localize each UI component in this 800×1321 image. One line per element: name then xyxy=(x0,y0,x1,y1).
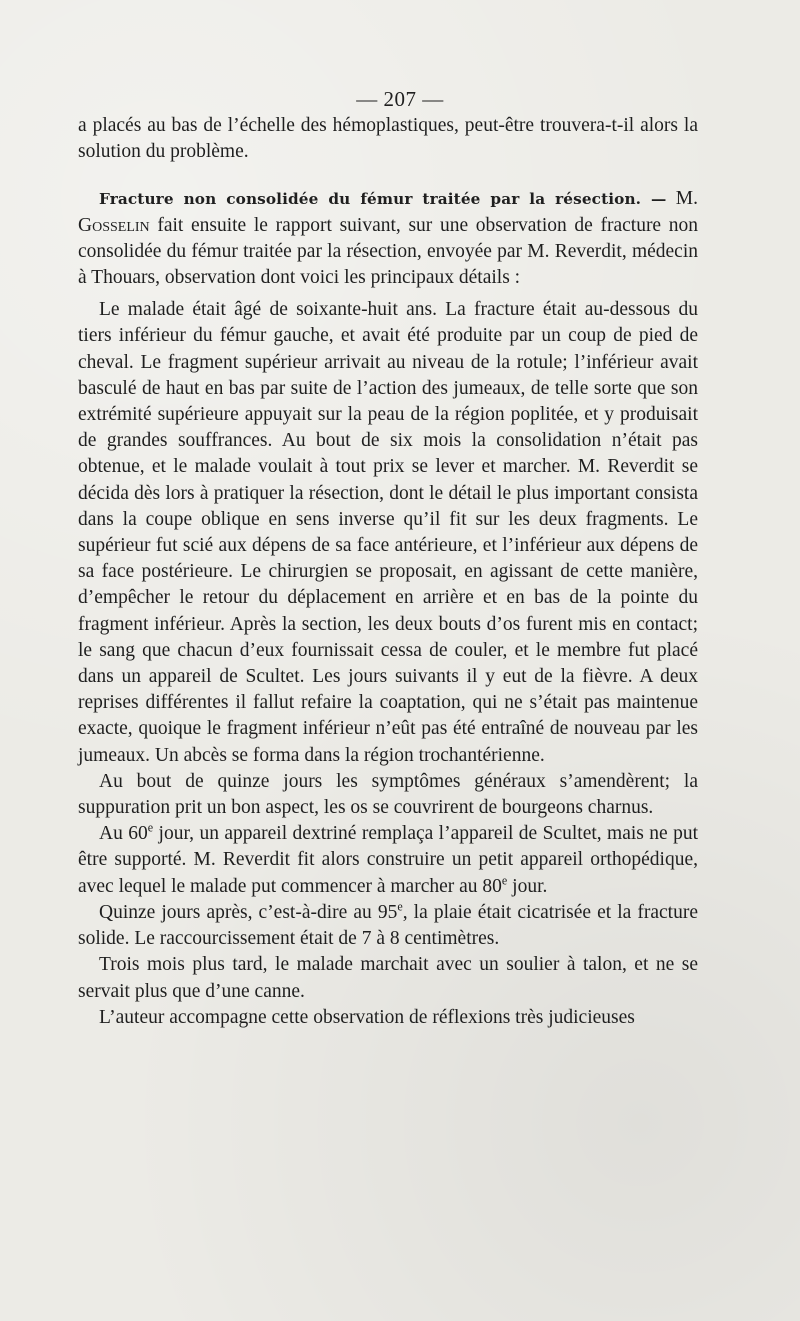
paragraph-author-reflection: L’auteur accompagne cette observation de réflexions très judicieuses xyxy=(99,1006,635,1028)
paragraph-text: Au 60 xyxy=(99,823,148,845)
paragraph-case-description: Le malade était âgé de soixante-huit ans. La fracture était au-dessous du tiers inférieur du fémur gauche, et avait été produite par un coup de pied de cheval. Le fragment supérieur arrivait au niveau de la rotule; l’inférieur avait basculé de haut en bas par suite de l’action des jumeaux, de telle sorte que son extrémité supérieure appuyait sur la peau de la région poplitée, et y produisait de grandes souffrances. Au bout de six mois la consolidation n’était pas obtenue, et le malade voulait à tout prix se lever et marcher. M. Reverdit se décida dès lors à pratiquer la résection, dont le détail le plus important consista dans la coupe oblique en sens inverse qu’il fit sur les deux fragments. Le supérieur fut scié aux dépens de sa face antérieure, et l’inférieur aux dépens de sa face postérieure. Le chirurgien se proposait, en agissant de cette manière, d’empêcher le retour du déplacement en arrière et en bas de la pointe du fragment inférieur. Après la section, les deux bouts d’os furent mis en contact; le sang que chacun d’eux fournissait cessa de couler, et le membre fut placé dans un appareil de Scultet. Les jours suivants il y eut de la fièvre. A deux reprises différentes il fallut refaire la coaptation, qui ne s’était pas maintenue exacte, quoique le fragment inférieur n’eût pas été entraîné de nouveau par les jumeaux. Un abcès se forma dans la région trochantérienne. xyxy=(78,299,698,766)
author-name: Gosselin xyxy=(78,214,150,236)
page-number: — 207 — xyxy=(356,87,444,111)
superscript: e xyxy=(397,899,403,914)
paragraph-text: jour, un appareil dextriné remplaça l’appareil de Scultet, mais ne put être supporté. M. Reverdit fit alors construire un petit appareil orthopédique, avec lequel le malade put commencer à marcher au 80 xyxy=(78,823,698,897)
paragraph-text: , la plaie était cicatrisée et la fracture solide. Le raccourcissement était de 7 à 8 centimètres. xyxy=(78,901,698,950)
paragraph-lead: M. xyxy=(675,188,698,210)
body-text xyxy=(78,113,698,1031)
paragraph-walking: Trois mois plus tard, le malade marchait avec un soulier à talon, et ne se servait plus que d’une canne. xyxy=(78,954,698,1002)
section-paragraph xyxy=(78,186,698,291)
superscript: e xyxy=(147,820,154,835)
superscript: e xyxy=(501,873,508,888)
spacer xyxy=(78,165,698,186)
section-heading: Fracture non consolidée du fémur traitée par la résection. — xyxy=(99,190,667,209)
paragraph-apparatus xyxy=(78,821,698,900)
paragraph-continuation: a placés au bas de l’échelle des hémoplastiques, peut-être trouvera-t-il alors la solution du problème. xyxy=(78,115,698,163)
paragraph-text: jour. xyxy=(507,875,548,897)
paragraph-healing xyxy=(78,900,698,952)
paragraph-body: fait ensuite le rapport suivant, sur une observation de fracture non consolidée du fémur traitée par la résection, envoyée par M. Reverdit, médecin à Thouars, observation dont voici les principaux détails : xyxy=(78,214,699,289)
paragraph-text: Quinze jours après, c’est-à-dire au 95 xyxy=(99,901,398,923)
paragraph-recovery: Au bout de quinze jours les symptômes généraux s’amendèrent; la suppuration prit un bon aspect, les os se couvrirent de bourgeons charnus. xyxy=(78,770,698,819)
